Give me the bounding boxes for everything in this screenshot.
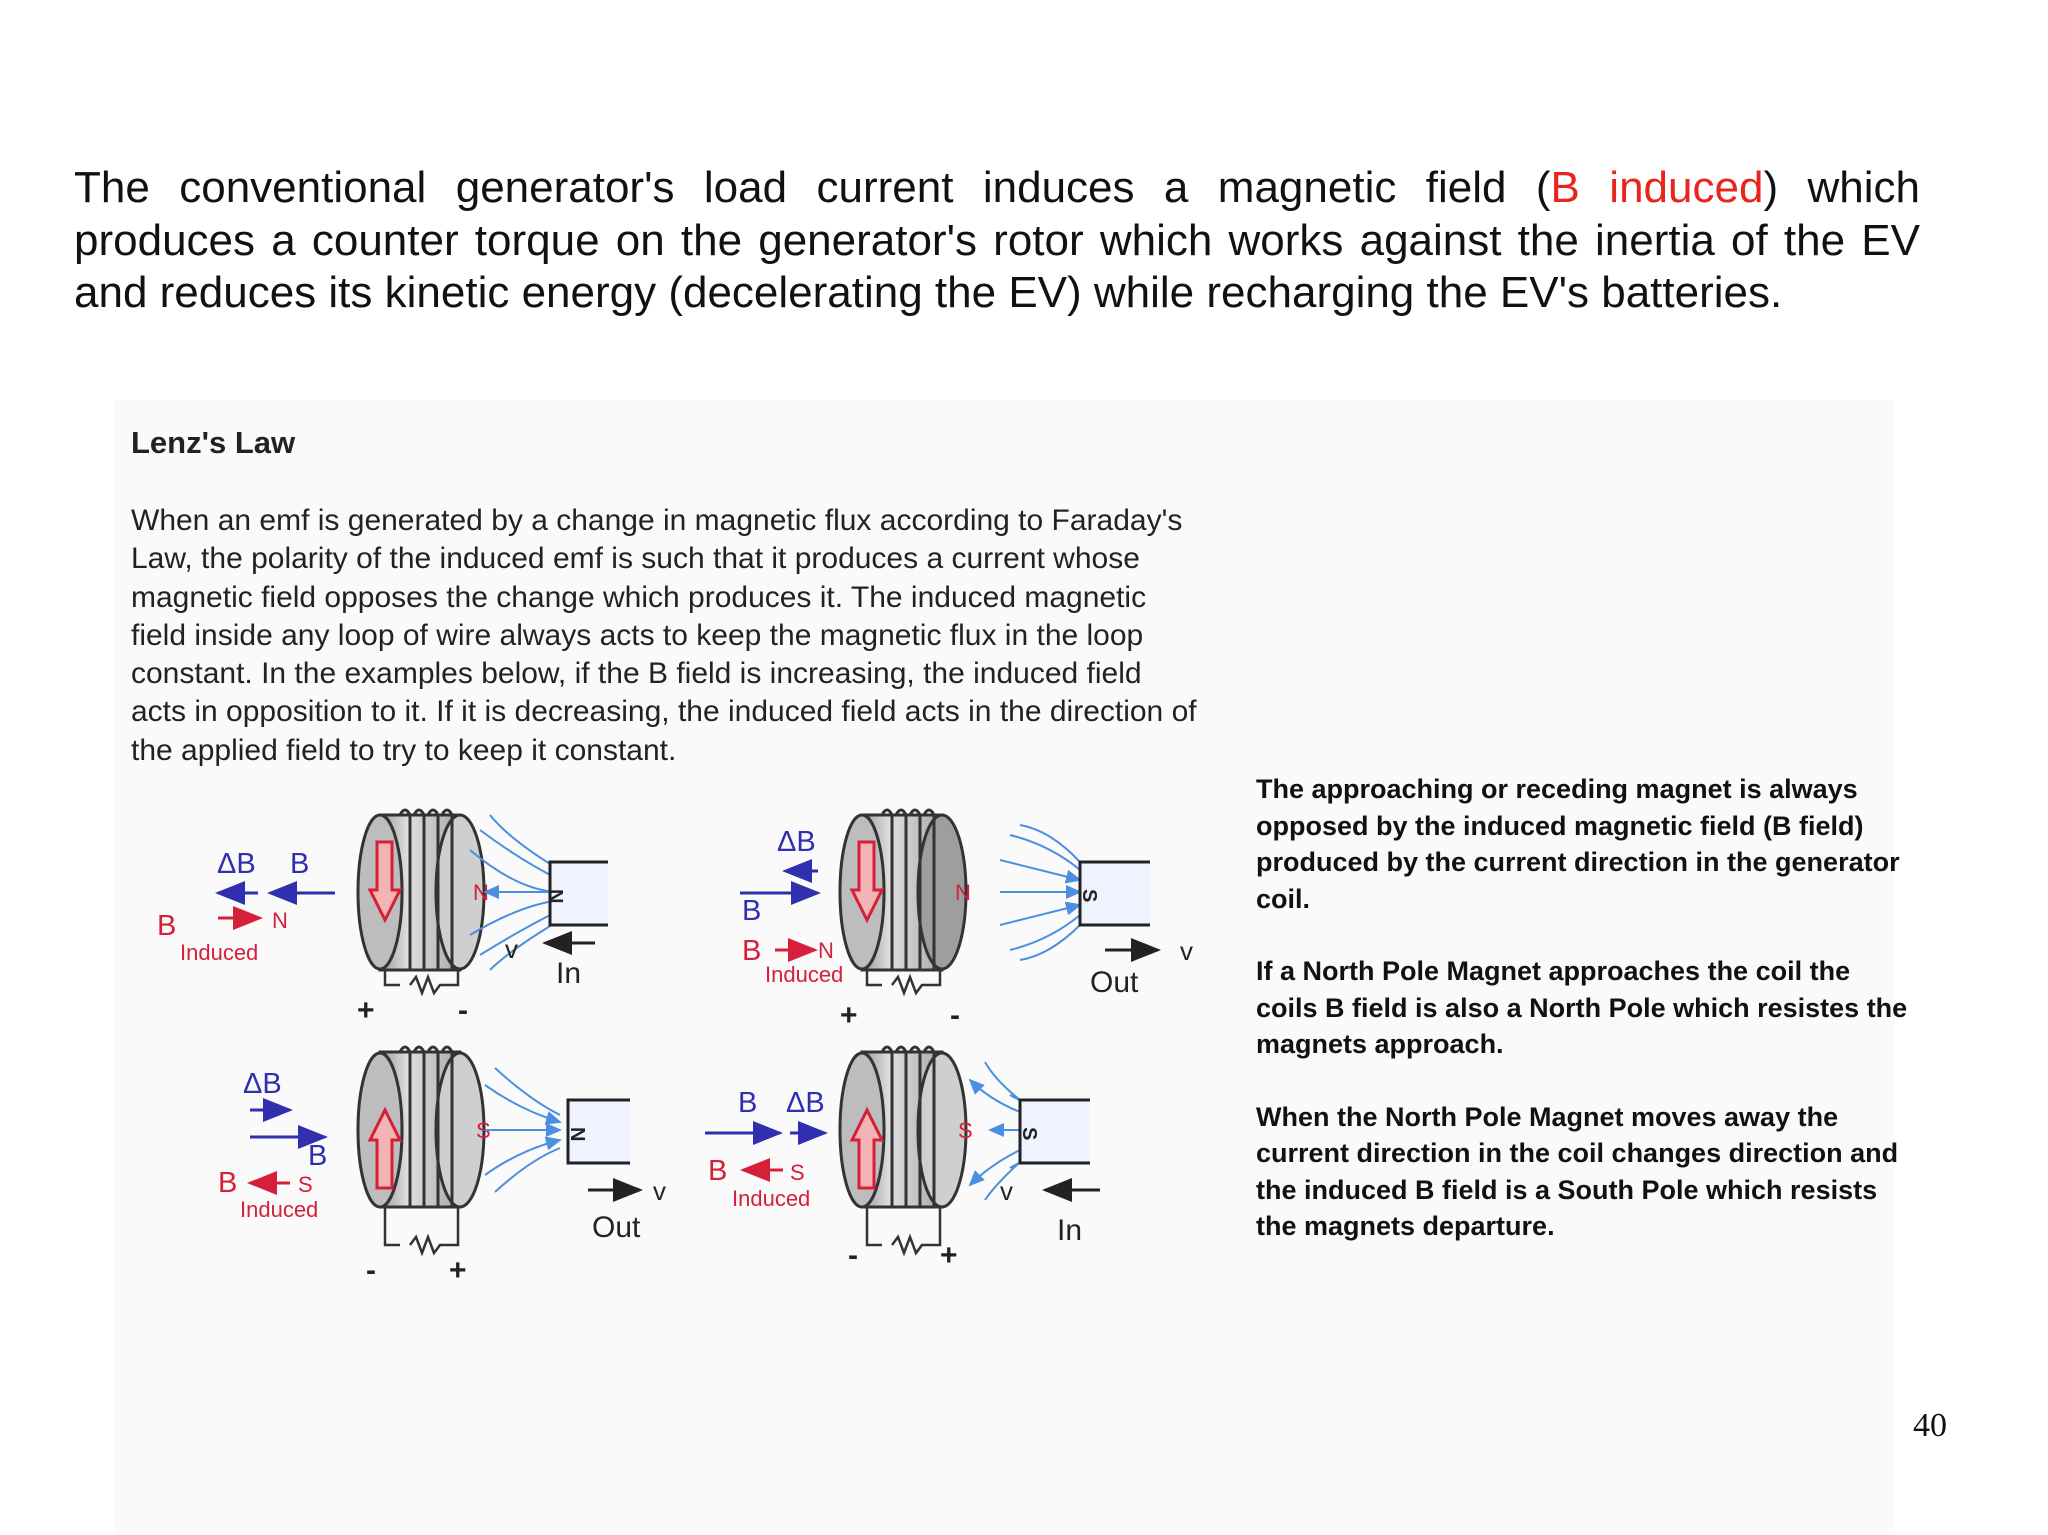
explanation-p3: When the North Pole Magnet moves away the current direction in the coil changes direction and the induced B field is a South Pole which resists the magnets departure. bbox=[1256, 1101, 1899, 1241]
plus-terminal: + bbox=[449, 1254, 467, 1287]
minus-terminal: - bbox=[848, 1239, 858, 1272]
coil-pole-label: N bbox=[473, 880, 489, 905]
coil-pole-label: N bbox=[955, 880, 971, 905]
field-lines bbox=[1000, 825, 1080, 960]
magnet-pole-label: S bbox=[1018, 1127, 1040, 1141]
coil bbox=[357, 810, 489, 1027]
b-induced-label: B bbox=[708, 1155, 728, 1187]
explanation-p2: If a North Pole Magnet approaches the coil the coils B field is also a North Pole which resistes the magnets approach. bbox=[1256, 956, 1908, 1059]
coil bbox=[840, 810, 971, 1032]
b-label: B bbox=[742, 895, 762, 927]
lenz-title: Lenz's Law bbox=[131, 425, 296, 460]
magnet bbox=[1000, 1100, 1100, 1247]
induced-label: Induced bbox=[765, 962, 844, 987]
panel-bottom-left bbox=[218, 1047, 666, 1287]
velocity-label: v bbox=[653, 1176, 666, 1206]
magnet-pole-label: N bbox=[544, 889, 566, 904]
velocity-label: v bbox=[1180, 936, 1193, 966]
panel-top-left bbox=[157, 810, 608, 1027]
induced-label: Induced bbox=[240, 1197, 319, 1222]
field-lines bbox=[485, 1068, 560, 1192]
coil bbox=[840, 1047, 973, 1272]
coil-pole-label: S bbox=[958, 1118, 973, 1143]
coil bbox=[358, 1047, 491, 1287]
b-induced-label: B bbox=[742, 935, 762, 967]
panel-bottom-right bbox=[705, 1047, 1100, 1272]
velocity-label: v bbox=[1000, 1176, 1013, 1206]
explanation-p1: The approaching or receding magnet is always opposed by the induced magnetic field (B field) produced by the current direction in the generator coil. bbox=[1256, 774, 1900, 914]
delta-b-arrows bbox=[705, 1087, 825, 1211]
page-number: 40 bbox=[1913, 1407, 1947, 1444]
induced-label: Induced bbox=[180, 940, 259, 965]
panel-top-right bbox=[740, 810, 1193, 1032]
motion-label: In bbox=[556, 957, 582, 990]
minus-terminal: - bbox=[366, 1254, 376, 1287]
motion-label: Out bbox=[592, 1211, 641, 1244]
delta-b-label: ΔB bbox=[786, 1087, 825, 1119]
induced-pole-label: S bbox=[790, 1160, 805, 1185]
magnet-pole-label: S bbox=[1078, 889, 1100, 903]
b-induced-label: B bbox=[157, 910, 177, 942]
induced-pole-label: N bbox=[272, 908, 288, 933]
delta-b-arrows bbox=[740, 826, 843, 987]
motion-label: In bbox=[1057, 1214, 1083, 1247]
minus-terminal: - bbox=[458, 994, 468, 1027]
motion-label: Out bbox=[1090, 966, 1139, 999]
intro-text-1: The conventional generator's load current induces a magnetic field ( bbox=[74, 163, 1551, 212]
lenz-body: When an emf is generated by a change in magnetic flux according to Faraday's Law, the polarity of the induced emf is such that it produces a current whose magnetic field opposes the change which produces it. The induced magnetic field inside any loop of wire always acts to keep the magnetic flux in the loop constant. In the examples below, if the B field is increasing, the induced field acts in opposition to it. If it is decreasing, the induced field acts in the direction of the applied field to try to keep it constant. bbox=[131, 504, 1197, 767]
b-induced-label: B bbox=[218, 1167, 238, 1199]
induced-label: Induced bbox=[732, 1186, 811, 1211]
magnet bbox=[566, 1100, 666, 1244]
plus-terminal: + bbox=[840, 999, 858, 1032]
magnet bbox=[1078, 862, 1193, 999]
delta-b-arrows bbox=[157, 848, 335, 965]
intro-text-2: ) which produces a counter torque on the generator's rotor which works against the inertia of the EV and reduces its kinetic energy (decelerating the EV) while recharging the EV's batteries. bbox=[74, 163, 1921, 317]
delta-b-label: ΔB bbox=[777, 826, 816, 858]
magnet bbox=[505, 862, 608, 990]
induced-pole-label: N bbox=[818, 938, 834, 963]
velocity-label: v bbox=[505, 934, 518, 964]
plus-terminal: + bbox=[357, 994, 375, 1027]
induced-pole-label: S bbox=[298, 1172, 313, 1197]
b-label: B bbox=[738, 1087, 758, 1119]
b-induced-highlight: B induced bbox=[1550, 163, 1764, 212]
minus-terminal: - bbox=[950, 999, 960, 1032]
delta-b-arrows bbox=[218, 1068, 327, 1222]
b-label: B bbox=[308, 1140, 328, 1172]
delta-b-label: ΔB bbox=[243, 1068, 282, 1100]
b-label: B bbox=[290, 848, 310, 880]
delta-b-label: ΔB bbox=[217, 848, 256, 880]
coil-pole-label: S bbox=[476, 1118, 491, 1143]
magnet-pole-label: N bbox=[566, 1127, 588, 1142]
plus-terminal: + bbox=[940, 1239, 958, 1272]
